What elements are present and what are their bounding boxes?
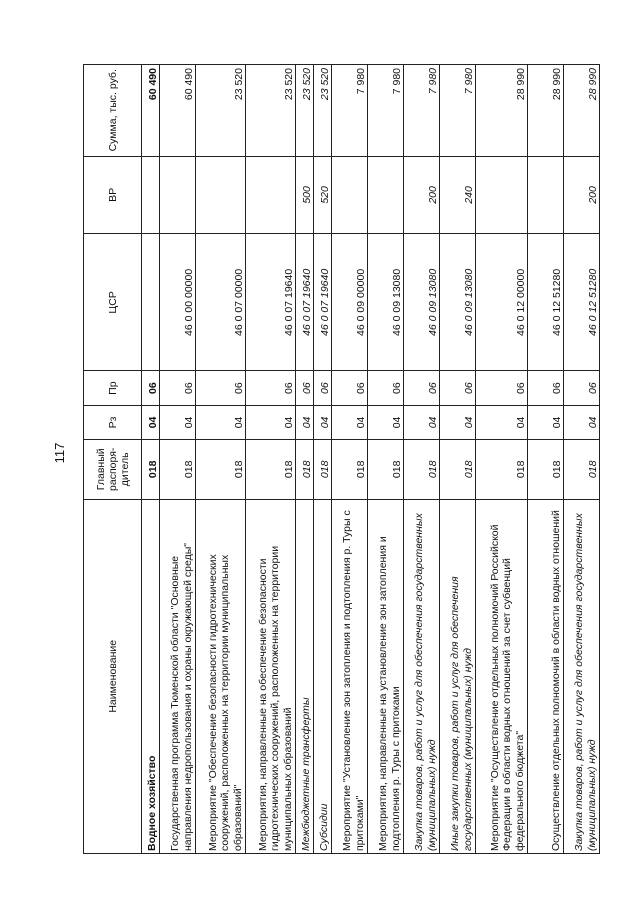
row-vr [368, 156, 404, 234]
row-sum: 23 520 [314, 65, 332, 157]
budget-table [83, 64, 600, 854]
row-vr [332, 156, 368, 234]
row-sum: 28 990 [476, 65, 528, 157]
row-vr: 200 [404, 156, 440, 234]
header-rz: Рз [84, 405, 142, 439]
row-chief: 018 [196, 440, 246, 499]
row-rz: 04 [440, 405, 476, 439]
row-csr: 46 0 12 51280 [528, 234, 564, 371]
row-csr: 46 0 07 19640 [246, 234, 296, 371]
row-rz: 04 [314, 405, 332, 439]
row-sum: 7 980 [440, 65, 476, 157]
header-vr: ВР [84, 156, 142, 234]
row-sum: 23 520 [246, 65, 296, 157]
row-name: Водное хозяйство [142, 499, 160, 853]
page-number: 117 [52, 442, 67, 464]
row-name: Мероприятие "Обеспечение безопасности гидротехнических сооружений, расположенных на территории муниципальных образований" [196, 499, 246, 853]
row-pr: 06 [564, 371, 600, 405]
row-pr: 06 [314, 371, 332, 405]
table-row [296, 65, 314, 854]
row-csr: 46 0 07 19640 [296, 234, 314, 371]
table-row [314, 65, 332, 854]
row-chief: 018 [332, 440, 368, 499]
row-rz: 04 [160, 405, 196, 439]
row-chief: 018 [246, 440, 296, 499]
row-sum: 23 520 [296, 65, 314, 157]
table-row [246, 65, 296, 854]
table-row [196, 65, 246, 854]
rotated-table-wrapper [83, 64, 599, 854]
row-pr: 06 [296, 371, 314, 405]
row-pr: 06 [368, 371, 404, 405]
row-rz: 04 [476, 405, 528, 439]
row-name: Закупка товаров, работ и услуг для обеспечения государственных (муниципальных) нужд [404, 499, 440, 853]
header-csr: ЦСР [84, 234, 142, 371]
row-rz: 04 [528, 405, 564, 439]
row-sum: 7 980 [404, 65, 440, 157]
row-csr: 46 0 09 13080 [368, 234, 404, 371]
row-rz: 04 [296, 405, 314, 439]
row-csr [142, 234, 160, 371]
row-name: Осуществление отдельных полномочий в области водных отношений [528, 499, 564, 853]
header-name: Наименование [84, 499, 142, 853]
table-row [528, 65, 564, 854]
row-chief: 018 [160, 440, 196, 499]
table-row [440, 65, 476, 854]
row-csr: 46 0 12 00000 [476, 234, 528, 371]
row-chief: 018 [142, 440, 160, 499]
row-csr: 46 0 07 00000 [196, 234, 246, 371]
row-pr: 06 [440, 371, 476, 405]
row-sum: 23 520 [196, 65, 246, 157]
row-chief: 018 [296, 440, 314, 499]
row-rz: 04 [246, 405, 296, 439]
table-row [564, 65, 600, 854]
row-vr [246, 156, 296, 234]
row-sum: 60 490 [142, 65, 160, 157]
row-name: Мероприятие "Осуществление отдельных полномочий Российской Федерации в области водных отношений за счет субвенций федерального бюджета" [476, 499, 528, 853]
row-chief: 018 [314, 440, 332, 499]
row-csr: 46 0 09 13080 [404, 234, 440, 371]
row-sum: 7 980 [332, 65, 368, 157]
row-name: Закупка товаров, работ и услуг для обеспечения государственных (муниципальных) нужд [564, 499, 600, 853]
row-name: Мероприятия, направленные на установление зон затопления и подтопления р. Туры с притоками [368, 499, 404, 853]
row-sum: 7 980 [368, 65, 404, 157]
row-vr [196, 156, 246, 234]
row-pr: 06 [246, 371, 296, 405]
row-pr: 06 [528, 371, 564, 405]
row-name: Государственная программа Тюменской области "Основные направления недропользования и охраны окружающей среды" [160, 499, 196, 853]
row-sum: 28 990 [564, 65, 600, 157]
row-vr: 200 [564, 156, 600, 234]
row-rz: 04 [332, 405, 368, 439]
row-chief: 018 [476, 440, 528, 499]
table-row [160, 65, 196, 854]
row-name: Мероприятие "Установление зон затопления и подтопления р. Туры с притоками" [332, 499, 368, 853]
row-csr: 46 0 09 13080 [440, 234, 476, 371]
table-row [476, 65, 528, 854]
row-rz: 04 [404, 405, 440, 439]
table-row [142, 65, 160, 854]
header-chief: Главный распоря- дитель [84, 440, 142, 499]
row-pr: 06 [404, 371, 440, 405]
row-vr [142, 156, 160, 234]
row-vr [160, 156, 196, 234]
row-pr: 06 [476, 371, 528, 405]
row-name: Субсидии [314, 499, 332, 853]
row-vr [476, 156, 528, 234]
row-chief: 018 [564, 440, 600, 499]
row-rz: 04 [368, 405, 404, 439]
header-pr: Пр [84, 371, 142, 405]
row-csr: 46 0 00 00000 [160, 234, 196, 371]
header-sum: Сумма, тыс. руб. [84, 65, 142, 157]
row-sum: 28 990 [528, 65, 564, 157]
row-csr: 46 0 09 00000 [332, 234, 368, 371]
row-rz: 04 [564, 405, 600, 439]
table-row [404, 65, 440, 854]
row-chief: 018 [368, 440, 404, 499]
row-pr: 06 [142, 371, 160, 405]
row-chief: 018 [440, 440, 476, 499]
row-name: Иные закупки товаров, работ и услуг для обеспечения государственных (муниципальных) нужд [440, 499, 476, 853]
row-name: Межбюджетные трансферты [296, 499, 314, 853]
row-rz: 04 [142, 405, 160, 439]
row-vr: 240 [440, 156, 476, 234]
row-rz: 04 [196, 405, 246, 439]
row-vr: 520 [314, 156, 332, 234]
table-row [332, 65, 368, 854]
row-pr: 06 [196, 371, 246, 405]
row-csr: 46 0 07 19640 [314, 234, 332, 371]
row-name: Мероприятия, направленные на обеспечение безопасности гидротехнических сооружений, расположенных на территории муниципальных образований [246, 499, 296, 853]
row-vr: 500 [296, 156, 314, 234]
row-chief: 018 [404, 440, 440, 499]
row-csr: 46 0 12 51280 [564, 234, 600, 371]
row-chief: 018 [528, 440, 564, 499]
header-row [84, 65, 142, 854]
row-sum: 60 490 [160, 65, 196, 157]
table-row [368, 65, 404, 854]
row-vr [528, 156, 564, 234]
row-pr: 06 [160, 371, 196, 405]
row-pr: 06 [332, 371, 368, 405]
